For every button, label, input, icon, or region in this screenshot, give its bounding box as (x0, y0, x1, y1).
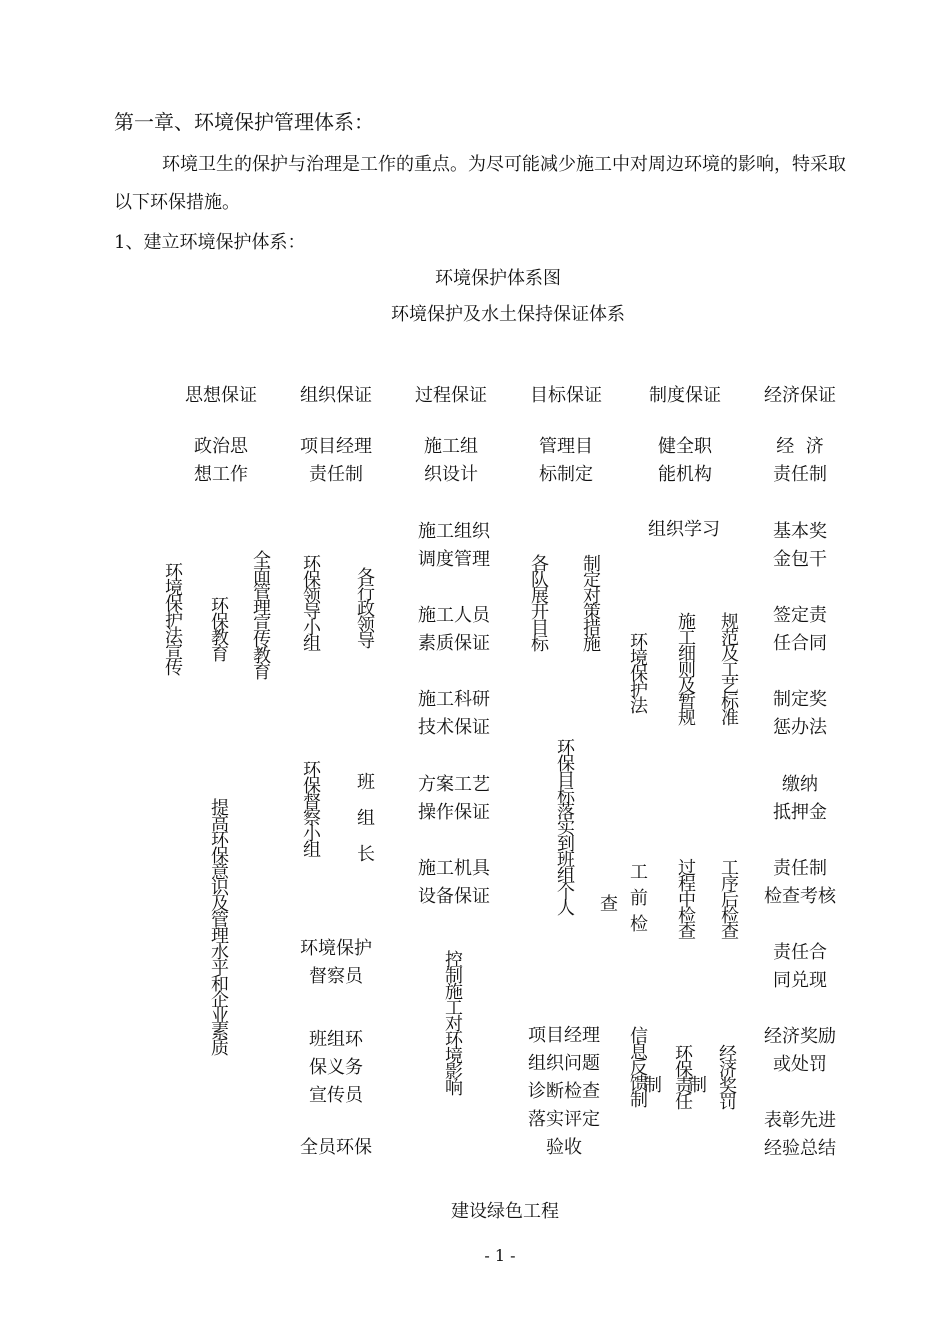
economy-item-line: 同兑现 (773, 970, 827, 991)
row2-organization-line: 项目经理 (300, 436, 372, 457)
row2-target-line: 管理目 (539, 436, 593, 457)
env-supervisor-box (291, 935, 381, 991)
economy-item-line: 缴纳 (782, 774, 818, 795)
all-staff-env: 全员环保 (300, 1137, 372, 1158)
system-char-2: 制 (689, 1075, 707, 1096)
chapter-heading: 第一章、环境保护管理体系： (114, 110, 374, 134)
economic-rewards-penalties: 经济奖罚 (716, 1044, 737, 1108)
row2-system-line: 能机构 (658, 464, 712, 485)
row2-process-line: 施工组 (424, 436, 478, 457)
project-manager-check-box (516, 1022, 612, 1162)
process-item-line: 调度管理 (418, 549, 490, 570)
process-item-line: 操作保证 (418, 802, 490, 823)
column-header-organization: 组织保证 (300, 385, 372, 406)
construction-rules: 施工细则及暂规 (675, 612, 696, 724)
economy-item-5 (752, 855, 848, 911)
administrative-leaders: 各行政领导 (354, 567, 375, 647)
system-char-1: 制 (644, 1075, 662, 1096)
row2-economy-box (755, 433, 845, 489)
env-supervisor-line: 督察员 (309, 966, 363, 987)
section-1-heading: 1、建立环境保护体系： (114, 232, 306, 253)
project-manager-check-line: 落实评定 (528, 1109, 600, 1130)
process-item-line: 施工人员 (418, 605, 490, 626)
process-item-3 (406, 686, 502, 742)
row2-economy-line: 经 济 (776, 436, 824, 457)
project-manager-check-line: 验收 (546, 1137, 582, 1158)
formulate-countermeasures: 制定对策措施 (580, 554, 601, 650)
volunteer-promoter-line: 班组环 (309, 1029, 363, 1050)
env-leading-group: 环保领导小组 (300, 554, 321, 650)
economy-item-line: 检查考核 (764, 886, 836, 907)
process-item-5 (406, 855, 502, 911)
row2-organization-box (291, 433, 381, 489)
info-feedback-system: 信息反馈制 (627, 1026, 648, 1106)
economy-item-2 (752, 602, 848, 658)
economy-item-line: 抵押金 (773, 802, 827, 823)
intro-line-2: 以下环保措施。 (114, 192, 240, 213)
env-protection-law: 环境保护法 (627, 632, 648, 712)
env-responsibility: 环保责任 (672, 1044, 693, 1108)
row2-economy-line: 责任制 (773, 464, 827, 485)
row2-system-box (640, 433, 730, 489)
project-manager-check-line: 组织问题 (528, 1053, 600, 1074)
volunteer-promoter-box (291, 1026, 381, 1110)
process-item-line: 施工科研 (418, 689, 490, 710)
economy-item-line: 制定奖 (773, 689, 827, 710)
economy-item-8 (752, 1107, 848, 1163)
economy-item-line: 签定责 (773, 605, 827, 626)
column-header-target: 目标保证 (530, 385, 602, 406)
process-item-line: 素质保证 (418, 633, 490, 654)
targets-to-individuals: 环保目标落实到班组个人 (554, 738, 575, 914)
teams-implement-targets: 各队展开目标 (528, 554, 549, 650)
control-construction-impact: 控制施工对环境影响 (442, 950, 463, 1094)
economy-item-line: 基本奖 (773, 521, 827, 542)
diagram-title: 环境保护体系图 (435, 268, 561, 289)
row2-thought-box (176, 433, 266, 489)
economy-item-line: 责任制 (773, 858, 827, 879)
column-header-process: 过程保证 (415, 385, 487, 406)
env-law-publicity: 环境保护法宣传 (162, 562, 183, 674)
intro-line-1: 环境卫生的保护与治理是工作的重点。为尽可能减少施工中对周边环境的影响，特采取 (162, 154, 846, 175)
economy-item-line: 任合同 (773, 633, 827, 654)
process-item-line: 设备保证 (418, 886, 490, 907)
env-supervisor-line: 环境保护 (300, 938, 372, 959)
column-header-economy: 经济保证 (764, 385, 836, 406)
economy-item-6 (752, 939, 848, 995)
team-leader: 班组长 (354, 772, 375, 880)
economy-item-3 (752, 686, 848, 742)
process-item-line: 技术保证 (418, 717, 490, 738)
economy-item-line: 经验总结 (764, 1138, 836, 1159)
check-label: 查 (600, 894, 618, 915)
env-education: 环保教育 (208, 596, 229, 660)
build-green-project: 建设绿色工程 (451, 1201, 559, 1222)
raise-awareness-quality: 提高环保意识及管理水平和企业素质 (208, 798, 229, 1054)
process-item-line: 施工机具 (418, 858, 490, 879)
full-management-education: 全面管理宣传教育 (250, 550, 271, 678)
process-item-4 (406, 771, 502, 827)
process-item-line: 施工组织 (418, 521, 490, 542)
process-item-2 (406, 602, 502, 658)
economy-item-line: 惩办法 (773, 717, 827, 738)
process-item-1 (406, 518, 502, 574)
economy-item-line: 或处罚 (773, 1054, 827, 1075)
row2-process-box (406, 433, 496, 489)
economy-item-line: 责任合 (773, 942, 827, 963)
in-process-check: 过程中检查 (675, 858, 696, 938)
organize-study: 组织学习 (648, 519, 720, 540)
page-number: - 1 - (484, 1246, 516, 1265)
row2-process-line: 织设计 (424, 464, 478, 485)
process-standards: 规范及工艺标准 (718, 612, 739, 724)
economy-item-4 (752, 771, 848, 827)
project-manager-check-line: 项目经理 (528, 1025, 600, 1046)
process-item-line: 方案工艺 (418, 774, 490, 795)
row2-thought-line: 想工作 (194, 464, 248, 485)
row2-system-line: 健全职 (658, 436, 712, 457)
post-process-check: 工序后检查 (718, 858, 739, 938)
column-header-system: 制度保证 (649, 385, 721, 406)
row2-thought-line: 政治思 (194, 436, 248, 457)
project-manager-check-line: 诊断检查 (528, 1081, 600, 1102)
row2-target-box (521, 433, 611, 489)
row2-target-line: 标制定 (539, 464, 593, 485)
economy-item-line: 金包干 (773, 549, 827, 570)
env-supervision-group: 环保督察小组 (300, 760, 321, 856)
volunteer-promoter-line: 宣传员 (309, 1085, 363, 1106)
economy-item-line: 经济奖励 (764, 1026, 836, 1047)
volunteer-promoter-line: 保义务 (309, 1057, 363, 1078)
row2-organization-line: 责任制 (309, 464, 363, 485)
economy-item-1 (752, 518, 848, 574)
economy-item-7 (752, 1023, 848, 1079)
pre-work-check: 工前检 (627, 862, 648, 940)
economy-item-line: 表彰先进 (764, 1110, 836, 1131)
column-header-thought: 思想保证 (185, 385, 257, 406)
diagram-subtitle: 环境保护及水土保持保证体系 (391, 304, 625, 325)
